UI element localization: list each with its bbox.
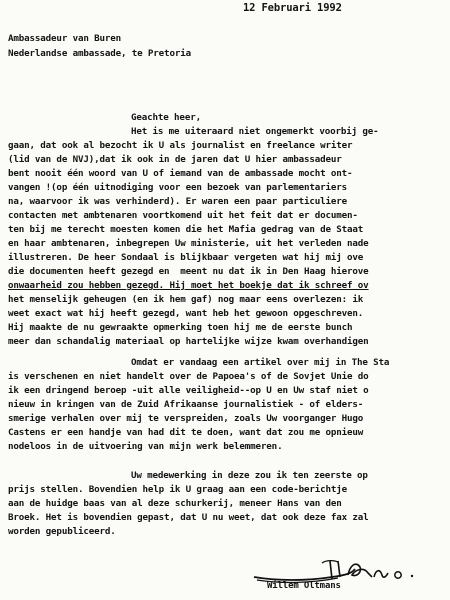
- signatory-name: Willem Oltmans: [267, 581, 341, 591]
- paragraph-3-line: Uw medewerking in deze zou ik ten zeerste op: [131, 470, 368, 481]
- paragraph-2-line: smerige verhalen over mij te verspreiden, zoals Uw voorganger Hugo: [8, 413, 364, 424]
- paragraph-1-line: illustreren. De heer Sondaal is blijkbaar vergeten wat hij mij ove: [8, 252, 364, 263]
- paragraph-1-line: Het is me uiteraard niet ongemerkt voorbij ge-: [131, 126, 379, 137]
- paragraph-1-line: het menselijk geheugen (en ik hem gaf) nog maar eens overlezen: ik: [8, 294, 364, 305]
- paragraph-1-line: die documenten heeft gezegd en meent nu dat ik in Den Haag hierove: [8, 266, 369, 277]
- paragraph-1-line: Hij maakte de nu gewraakte opmerking toen hij me de eerste bunch: [8, 322, 353, 333]
- paragraph-1-line: meer dan schandalig materiaal op hartelijke wijze kwam overhandigen: [8, 336, 369, 347]
- paragraph-1-line: na, waarvoor ik was verhinderd). Er waren een paar particuliere: [8, 196, 348, 207]
- paragraph-3-line: worden gepubliceerd.: [8, 526, 116, 537]
- paragraph-1-line: onwaarheid zou hebben gezegd. Hij moet het boekje dat ik schreef ov: [8, 280, 369, 291]
- paragraph-1-line: bent nooit één woord van U of iemand van de ambassade mocht ont-: [8, 168, 353, 179]
- paragraph-2-line: Omdat er vandaag een artikel over mij in The Sta: [131, 357, 390, 368]
- paragraph-2-line: ik een dringend beroep -uit alle veiligheid--op U en Uw staf niet o: [8, 385, 369, 396]
- paragraph-2-line: nodeloos in de uitvoering van mijn werk belemmeren.: [8, 441, 283, 452]
- paragraph-2-line: Castens er een handje van had dit te doen, want dat zou me opnieuw: [8, 427, 364, 438]
- salutation: Geachte heer,: [131, 112, 201, 123]
- paragraph-1-line: gaan, dat ook al bezocht ik U als journalist en freelance writer: [8, 140, 353, 151]
- paragraph-1-line: contacten met ambtenaren voortkomend uit het feit dat er documen-: [8, 210, 358, 221]
- paragraph-2-line: is verschenen en niet handelt over de Papoea's of de Sovjet Unie do: [8, 371, 369, 382]
- letter-date: 12 Februari 1992: [243, 2, 342, 14]
- paragraph-2-line: nieuw in kringen van de Zuid Afrikaanse journalistiek - of elders-: [8, 399, 364, 410]
- paragraph-1-line: ten bij me terecht moesten komen die het Mafia gedrag van de Staat: [8, 224, 364, 235]
- paragraph-1-line: en haar ambtenaren, inbegrepen Uw ministerie, uit het verleden nade: [8, 238, 369, 249]
- recipient-name: Ambassadeur van Buren: [8, 33, 122, 44]
- paragraph-3-line: prijs stellen. Bovendien help ik U graag aan een code-berichtje: [8, 484, 348, 495]
- paragraph-3-line: aan de huidge baas van al deze schurkerij, meneer Hans van den: [8, 498, 342, 509]
- paragraph-1-line: vangen !(op één uitnodiging voor een bezoek van parlementariers: [8, 182, 348, 193]
- paragraph-1-line: weet exact wat hij heeft gezegd, want heb het gewoon opgeschreven.: [8, 308, 364, 319]
- paragraph-1-line: (lid van de NVJ),dat ik ook in de jaren dat U hier ambassadeur: [8, 154, 342, 165]
- recipient-organisation: Nederlandse ambassade, te Pretoria: [8, 48, 191, 59]
- paragraph-3-line: Broek. Het is bovendien gepast, dat U nu weet, dat ook deze fax zal: [8, 512, 369, 523]
